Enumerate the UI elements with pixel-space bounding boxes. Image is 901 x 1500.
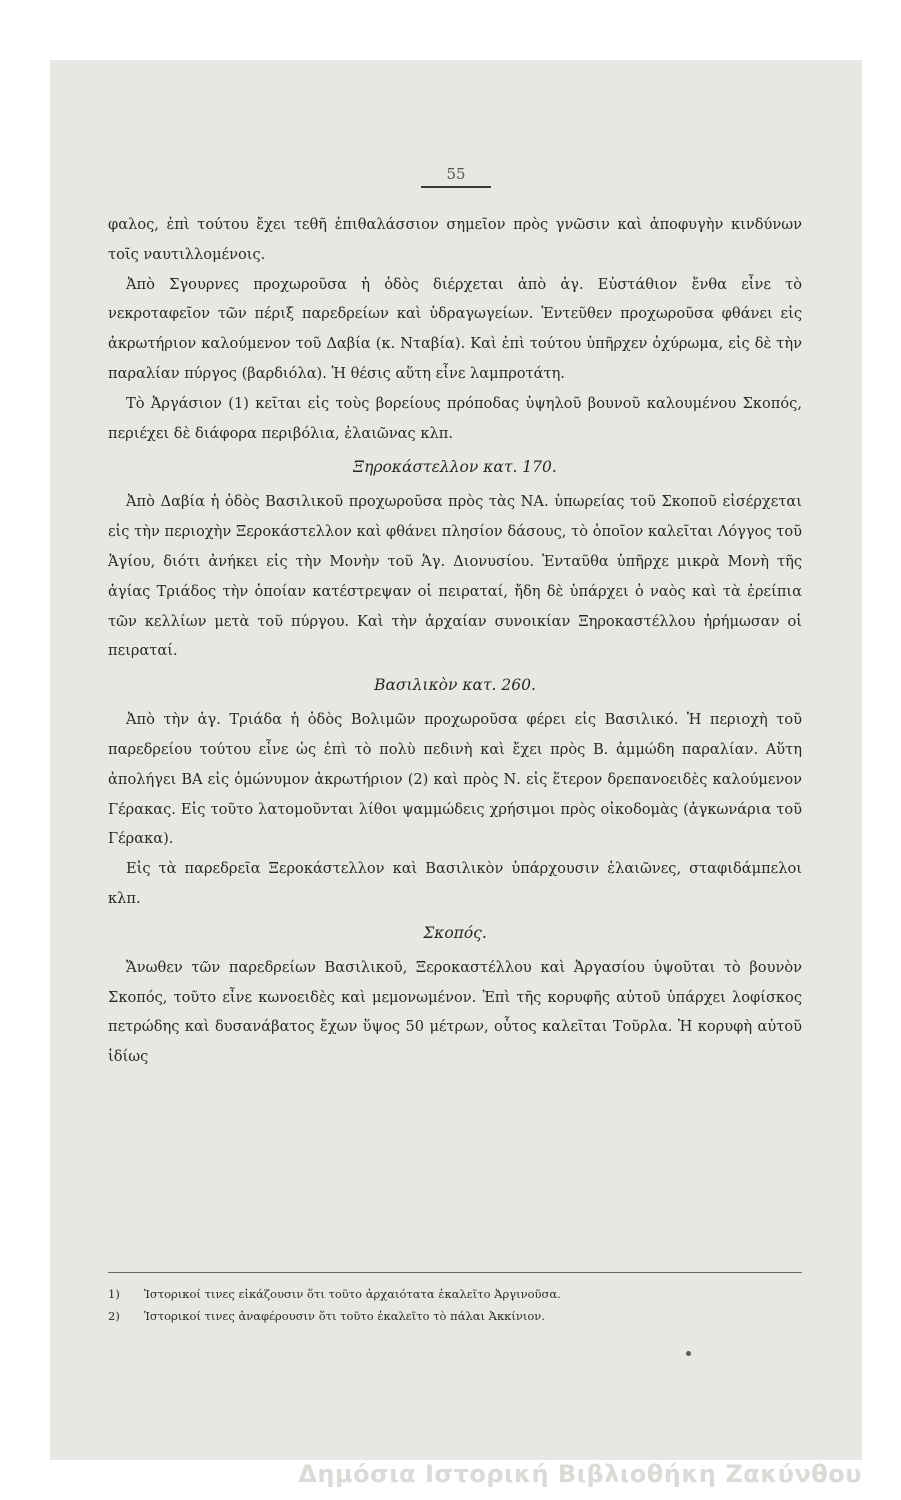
section-heading-xirokastellon: Ξηροκάστελλον κατ. 170. (353, 458, 557, 477)
paragraph-5: Ἀπὸ τὴν ἁγ. Τριάδα ἡ ὁδὸς Βολιμῶν προχωροῦσα φέρει εἰς Βασιλικό. Ἡ περιοχὴ τοῦ παρεδρείου τούτου εἶνε ὡς ἐπὶ τὸ πολὺ πεδινὴ καὶ ἔχει πρὸς Β. ἀμμώδη παραλίαν. Αὕτη ἀπολήγει ΒΑ εἰς ὁμώνυμον ἀκρωτήριον (2) καὶ πρὸς Ν. εἰς ἕτερον δρεπανοειδὲς καλούμενον Γέρακας. Εἰς τοῦτο λατομοῦνται λίθοι ψαμμώδεις χρήσιμοι πρὸς οἰκοδομὰς (ἀγκωνάρια τοῦ Γέρακα). (108, 711, 802, 848)
section-heading-skopos: Σκοπός. (423, 923, 487, 942)
scanned-page (50, 60, 862, 1488)
paragraph-2: Ἀπὸ Σγουρνες προχωροῦσα ἡ ὁδὸς διέρχεται ἀπὸ ἁγ. Εὐστάθιον ἔνθα εἶνε τὸ νεκροταφεῖον τῶν πέριξ παρεδρείων καὶ ὑδραγωγείων. Ἐντεῦθεν προχωροῦσα φθάνει εἰς ἀκρωτήριον καλούμενον τοῦ Δαβία (κ. Νταβία). Καὶ ἐπὶ τούτου ὑπῆρχεν ὀχύρωμα, εἰς δὲ τὴν παραλίαν πύργος (βαρδιόλα). Ἡ θέσις αὕτη εἶνε λαμπροτάτη. (108, 275, 802, 382)
footnotes (108, 1283, 802, 1327)
ink-speck (686, 1351, 691, 1356)
library-watermark: Δημόσια Ιστορική Βιβλιοθήκη Ζακύνθου (298, 1460, 862, 1488)
section-heading-vasilikon: Βασιλικὸν κατ. 260. (374, 676, 536, 695)
footnote-rule (108, 1272, 802, 1273)
body-text (108, 210, 802, 1072)
footnote-2-text: Ἱστορικοί τινες ἀναφέρουσιν ὅτι τοῦτο ἐκαλεῖτο τὸ πάλαι Ἀκκίνιον. (144, 1309, 545, 1323)
paragraph-7: Ἄνωθεν τῶν παρεδρείων Βασιλικοῦ, Ξεροκαστέλλου καὶ Ἀργασίου ὑψοῦται τὸ βουνὸν Σκοπός, τοῦτο εἶνε κωνοειδὲς καὶ μεμονωμένον. Ἐπὶ τῆς κορυφῆς αὐτοῦ ὑπάρχει λοφίσκος πετρώδης καὶ δυσανάβατος ἔχων ὕψος 50 μέτρων, οὗτος καλεῖται Τοῦρλα. Ἡ κορυφὴ αὐτοῦ ἰδίως (108, 958, 802, 1066)
footnote-1-text: Ἱστορικοί τινες εἰκάζουσιν ὅτι τοῦτο ἀρχαιότατα ἐκαλεῖτο Ἀργινοῦσα. (144, 1287, 561, 1301)
paragraph-6: Εἰς τὰ παρεδρεῖα Ξεροκάστελλον καὶ Βασιλικὸν ὑπάρχουσιν ἐλαιῶνες, σταφιδάμπελοι κλπ. (108, 860, 802, 907)
paragraph-1: φαλος, ἐπὶ τούτου ἔχει τεθῆ ἐπιθαλάσσιον σημεῖον πρὸς γνῶσιν καὶ ἀποφυγὴν κινδύνων τοῖς ναυτιλλομένοις. (108, 216, 802, 263)
paragraph-3: Τὸ Ἀργάσιον (1) κεῖται εἰς τοὺς βορείους πρόποδας ὑψηλοῦ βουνοῦ καλουμένου Σκοπός, περιέχει δὲ διάφορα περιβόλια, ἐλαιῶνας κλπ. (108, 394, 802, 442)
footnote-1 (108, 1283, 802, 1305)
page-number: 55 (446, 165, 466, 183)
footnote-1-number: 1) (108, 1287, 120, 1301)
footnote-2 (108, 1305, 802, 1327)
paragraph-4: Ἀπὸ Δαβία ἡ ὁδὸς Βασιλικοῦ προχωροῦσα πρὸς τὰς ΝΑ. ὑπωρείας τοῦ Σκοποῦ εἰσέρχεται εἰς τὴν περιοχὴν Ξεροκάστελλον καὶ φθάνει πλησίον δάσους, τὸ ὁποῖον καλεῖται Λόγγος τοῦ Ἁγίου, διότι ἀνήκει εἰς τὴν Μονὴν τοῦ Ἁγ. Διονυσίου. Ἐνταῦθα ὑπῆρχε μικρὰ Μονὴ τῆς ἁγίας Τριάδος τὴν ὁποίαν κατέστρεψαν οἱ πειραταί, ἤδη δὲ ὑπάρχει ὁ ναὸς καὶ τὰ ἐρείπια τῶν κελλίων μετὰ τοῦ πύργου. Καὶ τὴν ἀρχαίαν συνοικίαν Ξηροκαστέλλου ἠρήμωσαν οἱ πειραταί. (108, 493, 802, 660)
footnote-2-number: 2) (108, 1309, 120, 1323)
page-number-rule (421, 186, 491, 188)
